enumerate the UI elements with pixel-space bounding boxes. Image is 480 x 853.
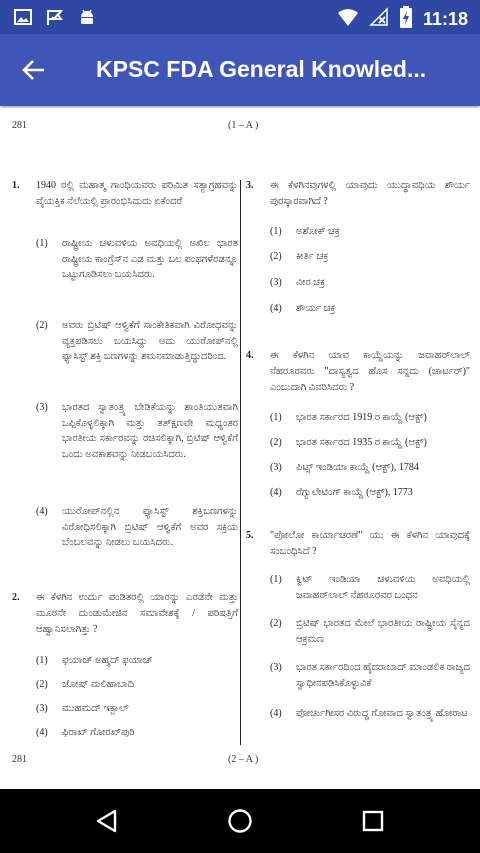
recents-square-icon bbox=[361, 809, 385, 833]
flag-check-icon bbox=[46, 8, 64, 30]
android-icon bbox=[78, 8, 96, 30]
home-circle-icon bbox=[227, 808, 253, 834]
nav-home-button[interactable] bbox=[220, 805, 260, 837]
app-bar bbox=[0, 34, 480, 106]
no-signal-icon bbox=[369, 7, 389, 31]
status-time: 11:18 bbox=[422, 8, 468, 29]
nav-recents-button[interactable] bbox=[353, 805, 393, 837]
battery-charging-icon bbox=[399, 6, 413, 32]
page-code-top: 281 bbox=[12, 120, 27, 131]
page-number-top: (1 – A ) bbox=[228, 120, 259, 131]
photo-icon bbox=[14, 8, 32, 30]
navigation-bar bbox=[0, 789, 480, 853]
status-bar bbox=[0, 0, 480, 34]
app-title: KPSC FDA General Knowled... bbox=[96, 56, 427, 82]
page-number-bottom: (2 – A ) bbox=[228, 754, 259, 765]
arrow-left-icon bbox=[21, 57, 47, 83]
page-code-bottom: 281 bbox=[12, 754, 27, 765]
nav-back-button[interactable] bbox=[87, 805, 127, 837]
wifi-icon bbox=[337, 7, 359, 31]
column-divider bbox=[240, 180, 241, 745]
back-triangle-icon bbox=[94, 808, 120, 834]
back-button[interactable] bbox=[14, 52, 54, 88]
document-page[interactable]: 281 (1 – A ) 1. 1940 ರಲ್ಲಿ ಮಹಾತ್ಮ ಗಾಂಧಿಯವರು ಪರಿಮಿತ ಸತ್ಯಾಗ್ರಹವನ್ನು ವೈಯಕ್ತಿಕ ನೆಲೆಯಲ್ಲಿ ಪ್ರಾರಂಭಿಸಿದುದು ಏಕೆಂದರೆ (1) ರಾಷ್ಟ್ರೀಯ ಚಳುವಳಿಯ ಅವಧಿಯಲ್ಲಿ ಅಖಿಲ ಭಾರತ ರಾಷ್ಟ್ರೀಯ ಕಾಂಗ್ರೆಸ್‌ನ ಎಡ ಮತ್ತು ಬಲ ಪಂಥಗಳೆರಡನ್ನೂ ಒಟ್ಟುಗೂಡಿಸಲು ಬಯಸಿದರು. (2) ಅವರು ಬ್ರಿಟಿಷ್ ಆಳ್ವಿಕೆಗೆ ಸಾಂಕೇತಿಕವಾಗಿ ವಿರೋಧವನ್ನು ವ್ಯಕ್ತಪಡಿಸಲು ಬಯಸಿದ್ದು ಅದು ಯುರೋಪ್‌ನಲ್ಲಿ ಫ್ಯಾಸಿಸ್ಟ್ ಶಕ್ತಿ ಬಣಗಳನ್ನು ಶಮನಮಾಡುತ್ತಿದ್ದುದರಿಂದ. (3) ಭಾರತದ ಸ್ವಾತಂತ್ರ್ಯ ಬೇಡಿಕೆಯನ್ನು ಶಾಂತಿಯುತವಾಗಿ ಒಪ್ಪಿಕೊಳ್ಳಲಿಕ್ಕಾಗಿ ಮತ್ತು ತತ್‌ಕ್ಷಣವೇ ಮಧ್ಯಂತರ ಭಾರತೀಯ ಸರ್ಕಾರವನ್ನು ರಚಿಸಲಿಕ್ಕಾಗಿ, ಬ್ರಿಟಿಷ್ ಆಳ್ವಿಕೆಗೆ ಒಂದು ಅವಕಾಶವನ್ನು ನೀಡಬಯಸಿದರು. (4) ಯುರೋಪ್‌ನಲ್ಲಿನ ಫ್ಯಾಸಿಸ್ಟ್ ಶಕ್ತಿಬಣಗಳನ್ನು ವಿರೋಧಿಸಲಿಕ್ಕಾಗಿ ಬ್ರಿಟಿಷ್ ಆಳ್ವಿಕೆಗೆ ಅವರ ಸಕ್ರಿಯ ಬೆಂಬಲವನ್ನು ನೀಡಲು ಬಯಸಿದರು. 2. ಈ ಕೆಳಗಿನ ಉರ್ದು ಪಂಡಿತರಲ್ಲಿ ಯಾರನ್ನು ಎರಡನೇ ಮತ್ತು ಮೂರನೇ ದುಂಡುಮೇಜಿನ ಸಮಾವೇಶಕ್ಕೆ / ಪರಿಷತ್ತಿಗೆ ಆಹ್ವಾನಿಸಲಾಗಿತ್ತು ? (1) ಫಯಾಜ್ ಅಹ್ಮದ್ ಫಯಾಜ್ (2) ಜೋಷ್ ಮಲಿಹಾಬಾದಿ (3) ಮುಹಮದ್ ಇಕ್ಬಾಲ್ (4) ಫಿರಾಖ್ ಗೋರಖ್‌ಪುರಿ 3. ಈ ಕೆಳಗಿನವುಗಳಲ್ಲಿ ಯಾವುದು ಯುದ್ಧಾವಧಿಯ ಶೌರ್ಯ ಪುರಸ್ಕಾರವಾಗಿದೆ ? (1) ಅಶೋಕ್ ಚಕ್ರ (2) ಕೀರ್ತಿ ಚಕ್ರ (3) ವೀರ ಚಕ್ರ (4) ಶೌರ್ಯ ಚಕ್ರ 4. ಈ ಕೆಳಗಿನ ಯಾವ ಕಾಯ್ದೆಯನ್ನು ಜವಾಹರ್‌ಲಾಲ್ ನೆಹರೂರವರು "ದಾಸ್ಯತ್ವದ ಹೊಸ ಸನ್ನದು (ಚಾರ್ಟರ್)" ಎಂಬುದಾಗಿ ವಿವರಿಸಿದರು ? (1) ಭಾರತ ಸರ್ಕಾರದ 1919 ರ ಕಾಯ್ದೆ (ಆಕ್ಟ್) (2) ಭಾರತ ಸರ್ಕಾರದ 1935 ರ ಕಾಯ್ದೆ (ಆಕ್ಟ್) (3) ಪಿಟ್ಸ್ ಇಂಡಿಯಾ ಕಾಯ್ದೆ (ಆಕ್ಟ್), 1784 (4) ರೆಗ್ಯುಲೇಟಿಂಗ್ ಕಾಯ್ದೆ (ಆಕ್ಟ್), 1773 5. "ಪೋಲೋ ಕಾರ್ಯಾಚರಣೆ" ಯು ಈ ಕೆಳಗಿನ ಯಾವುದಕ್ಕೆ ಸಂಬಂಧಿಸಿದೆ ? (1) ಕ್ವಿಟ್ ಇಂಡಿಯಾ ಚಳುವಳಿಯ ಅವಧಿಯಲ್ಲಿ ಜವಾಹರ್‌ಲಾಲ್ ನೆಹರೂರವರ ಬಂಧನ (2) ಬ್ರಿಟಿಷ್ ಭಾರತದ ಮೇಲೆ ಭಾರತೀಯ ರಾಷ್ಟ್ರೀಯ ಸೈನ್ಯದ ಆಕ್ರಮಣ (3) ಭಾರತ ಸರ್ಕಾರದಿಂದ ಹೈದರಾಬಾದ್ ಮಾಂಡಲಿಕ ರಾಜ್ಯದ ಸ್ವಾಧೀನಪಡಿಸಿಕೊಳ್ಳುವಿಕೆ (4) ಪೋರ್ಚುಗೀಸರ ವಿರುದ್ಧ ಗೋವಾದ ಸ್ವಾತಂತ್ರ್ಯ ಹೋರಾಟ 281 (2 – A ) bbox=[0, 108, 480, 788]
